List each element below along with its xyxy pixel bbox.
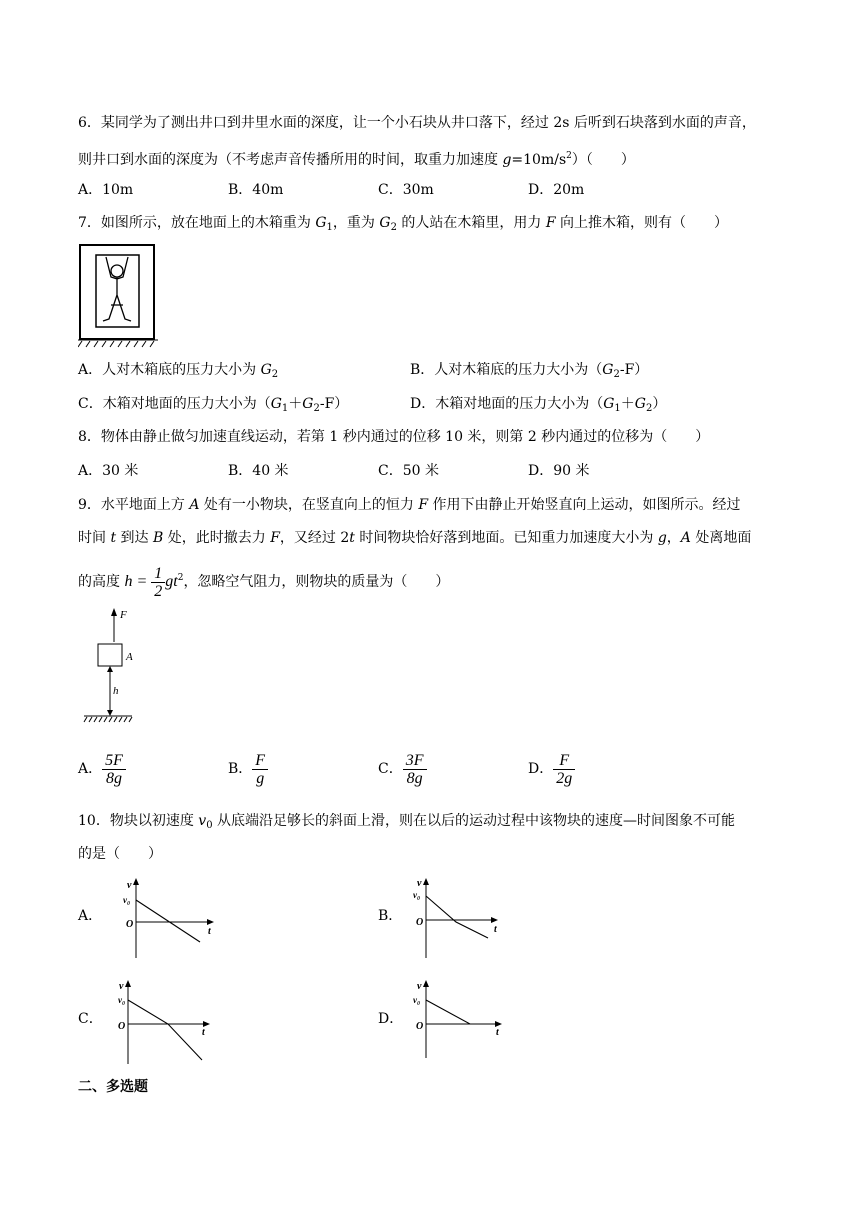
- q8-option-b: B．40 米: [228, 463, 289, 479]
- axis-label-o: O: [416, 1021, 424, 1032]
- q10-option-b: B．: [378, 908, 403, 924]
- vt-line: [136, 900, 200, 942]
- vt-line: [426, 1000, 498, 1024]
- q8-stem: 8．物体由静止做匀加速直线运动，若第 1 秒内通过的位移 10 米，则第 2 秒内通过的位移为（ ）: [78, 429, 710, 445]
- axis-label-v: v: [127, 880, 132, 891]
- q7-stem: 7．如图所示，放在地面上的木箱重为 $G_1$，重为 $G_2$ 的人站在木箱里，用力 F 向上推木箱，则有（ ）: [78, 215, 729, 233]
- q6-option-a: A．10m: [78, 182, 134, 198]
- axis-label-t: t: [494, 924, 497, 935]
- vt-line: [128, 1000, 202, 1060]
- q8-option-d: D．90 米: [528, 463, 590, 479]
- q10-line2: 的是（ ）: [78, 846, 162, 862]
- q8-option-c: C．50 米: [378, 463, 439, 479]
- q6-option-c: C．30m: [378, 182, 434, 198]
- q10-graph-d: [408, 978, 512, 1060]
- q10-option-d: D．: [378, 1011, 404, 1027]
- fig-label-a: A: [126, 651, 133, 663]
- q9-option-c: C． $\frac{3F}{8g}$: [378, 746, 427, 792]
- q6-line2: 则井口到水面的深度为（不考虑声音传播所用的时间，取重力加速度 $g=10m/s^2$）（ ）: [78, 151, 635, 168]
- q7-figure-box-person: [78, 243, 158, 349]
- q7-option-d: D．木箱对地面的压力大小为$(G_1+G_2)$: [410, 396, 667, 414]
- axis-label-o: O: [118, 1021, 126, 1032]
- q10-graph-c: [118, 978, 222, 1066]
- section-heading-multiple-choice: 二、多选题: [78, 1079, 148, 1095]
- q9-option-b: B． $\frac{F}{g}$: [228, 746, 268, 792]
- axis-label-o: O: [126, 919, 134, 930]
- q7-option-c: C．木箱对地面的压力大小为$(G_1+G_2-F)$: [78, 396, 349, 414]
- q9-figure-block: [82, 606, 140, 728]
- vt-line: [426, 896, 488, 938]
- axis-label-v0: v₀: [118, 995, 126, 1005]
- q6-option-d: D．20m: [528, 182, 585, 198]
- q8-option-a: A．30 米: [78, 463, 139, 479]
- axis-label-v0: v₀: [413, 995, 421, 1005]
- axis-label-v: v: [119, 981, 124, 992]
- axis-label-t: t: [496, 1027, 499, 1038]
- axis-label-t: t: [208, 926, 211, 937]
- axis-label-v0: v₀: [413, 890, 421, 900]
- q10-option-c: C．: [78, 1011, 103, 1027]
- fig-label-f: F: [120, 609, 127, 621]
- q10-graph-a: [118, 876, 222, 960]
- q9-line1: 9．水平地面上方 A 处有一小物块，在竖直向上的恒力 F 作用下由静止开始竖直向上运动，如图所示。经过: [78, 497, 741, 513]
- axis-label-t: t: [202, 1027, 205, 1038]
- q10-option-a: A．: [78, 908, 103, 924]
- axis-label-v: v: [417, 878, 422, 889]
- fig-label-h: h: [113, 685, 119, 697]
- q10-line1: 10．物块以初速度 $v_0$ 从底端沿足够长的斜面上滑，则在以后的运动过程中该物块的速度—时间图象不可能: [78, 813, 736, 831]
- axis-label-v0: v₀: [123, 895, 131, 905]
- q9-option-d: D． $\frac{F}{2g}$: [528, 746, 575, 792]
- q9-line3: 的高度 h = $\frac{1}{2}$ $gt^2$，忽略空气阻力，则物块的质量为（ ）: [78, 564, 450, 600]
- q9-option-a: A． $\frac{5F}{8g}$: [78, 746, 126, 792]
- q6-line1: 6．某同学为了测出井口到井里水面的深度，让一个小石块从井口落下，经过 2s 后听到石块落到水面的声音，: [78, 115, 756, 131]
- q7-option-a: A．人对木箱底的压力大小为 $G_2$: [78, 362, 279, 380]
- axis-label-v: v: [417, 981, 422, 992]
- q10-graph-b: [398, 876, 502, 960]
- q9-line2: 时间 t 到达 B 处，此时撤去力 F，又经过 2t 时间物块恰好落到地面。已知重力加速度大小为 g，A 处离地面: [78, 530, 752, 546]
- q7-option-b: B．人对木箱底的压力大小为$(G_2-F)$: [410, 362, 649, 380]
- axis-label-o: O: [416, 917, 424, 928]
- q6-option-b: B．40m: [228, 182, 284, 198]
